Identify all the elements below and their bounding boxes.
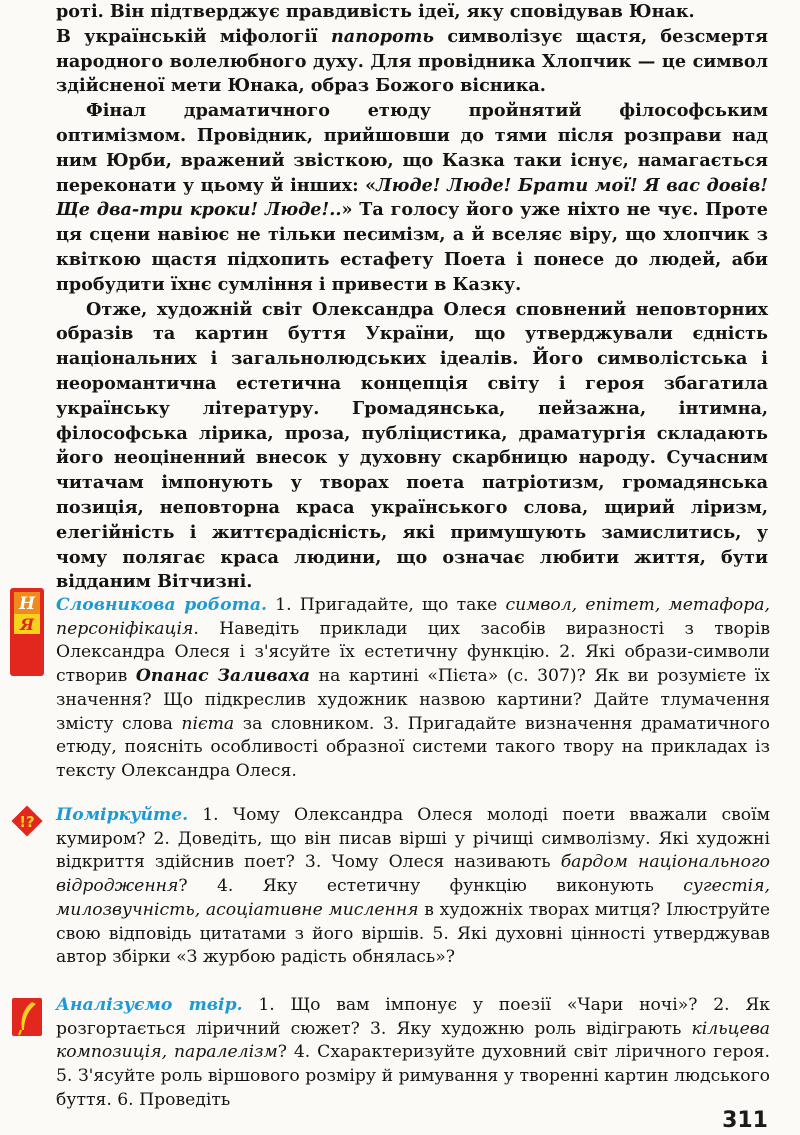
paragraph-3: Отже, художній світ Олександра Олеся сповнений неповторних образів та картин буття України, що утверджували єдність національних і загальнолюдських ідеалів. Його символістська і неоромантична естетична концепція світу і героя збагатила українську літературу. Громадянська, пейзажна, інтимна, філософська лірика, проза, публіцистика, драматургія складають його неоціненний внесок у духовну скарбницю народу. Сучасним читачам імпонують у творах поета патріотизм, громадянська позиція, неповторна краса українського слова, щирий ліризм, елегійність і життєрадісність, які примушують замислитись, у чому полягає краса людини, що означає любити життя, бути відданим Вітчизні.: [56, 298, 768, 593]
analyze-task: Аналізуємо твір. 1. Що вам імпонує у поезії «Чари ночі»? 2. Як розгортається ліричний сюжет? 3. Яку художню роль відіграють кільцева композиція, паралелізм? 4. Схарактеризуйте духовний світ ліричного героя. 5. З'ясуйте роль віршового розміру й римування у творенні картин людського буття. 6. Проведіть: [56, 995, 771, 1110]
p1-line1: роті. Він підтверджує правдивість ідеї, яку сповідував Юнак.: [56, 1, 695, 22]
think-label: Поміркуйте.: [56, 805, 189, 825]
page-number: 311: [722, 1108, 768, 1133]
think-task: Поміркуйте. 1. Чому Олександра Олеся молоді поети вважали своїм кумиром? 2. Доведіть, що він писав вірші у річищі символізму. Які художні відкриття здійснив поет? 3. Чому Олеся називають бардом національного відродження? 4. Яку естетичну функцію виконують сугестія, милозвучність, асоціативне мислення в художніх творах митця? Ілюструйте свою відповідь цитатами з його віршів. 5. Які духовні цінності утверджував автор збірки «З журбою радість обнялась»?: [56, 805, 770, 968]
vocabulary-label: Словникова робота.: [56, 595, 267, 615]
vocab-glyph-1: Н: [18, 594, 36, 614]
think-icon: [10, 804, 44, 838]
main-text: [56, 0, 768, 595]
vocabulary-task: Словникова робота. 1. Пригадайте, що таке символ, епітет, метафора, персоніфікація. Наведіть приклади цих засобів виразності з творів Олександра Олеся і з'ясуйте їх естетичну функцію. 2. Які образи-символи створив Опанас Заливаха на картині «Пієта» (с. 307)? Як ви розумієте їх значення? Що підкреслив художник назвою картини? Дайте тлумачення змісту слова пієта за словником. 3. Пригадайте визначення драматичного етюду, поясніть особливості образної системи такого твору на прикладах із тексту Олександра Олеся.: [56, 595, 771, 781]
term-paporot: папороть: [331, 25, 434, 47]
paragraph-2: Фінал драматичного етюду пройнятий філософським оптимізмом. Провідник, прийшовши до тями після розправи над ним Юрби, вражений звісткою, що Казка таки існує, намагається переконати у цьому й інших: «Люде! Люде! Брати мої! Я вас довів! Ще два-три кроки! Люде!..» Та голосу його уже ніхто не чує. Проте ця сцени навіює не тільки песимізм, а й вселяє віру, що хлопчик з квіткою щастя підхопить естафету Поета і понесе до людей, аби пробудити їхнє сумління і привести в Казку.: [56, 100, 768, 295]
vocabulary-icon: [10, 588, 44, 676]
quote-lyude: Люде! Люде! Брати мої! Я вас довів! Ще два-три кроки! Люде!..: [56, 174, 768, 221]
paragraph-1: роті. Він підтверджує правдивість ідеї, яку сповідував Юнак. В українській міфології папороть символізує щастя, безсмертя народного волелюбного духу. Для провідника Хлопчик — це символ здійсненої мети Юнака, образ Божого вісника.: [56, 1, 768, 97]
quill-icon: [10, 996, 44, 1038]
think-glyph: !?: [19, 813, 35, 831]
analyze-label: Аналізуємо твір.: [56, 995, 243, 1015]
vocab-glyph-2: Я: [19, 615, 35, 634]
